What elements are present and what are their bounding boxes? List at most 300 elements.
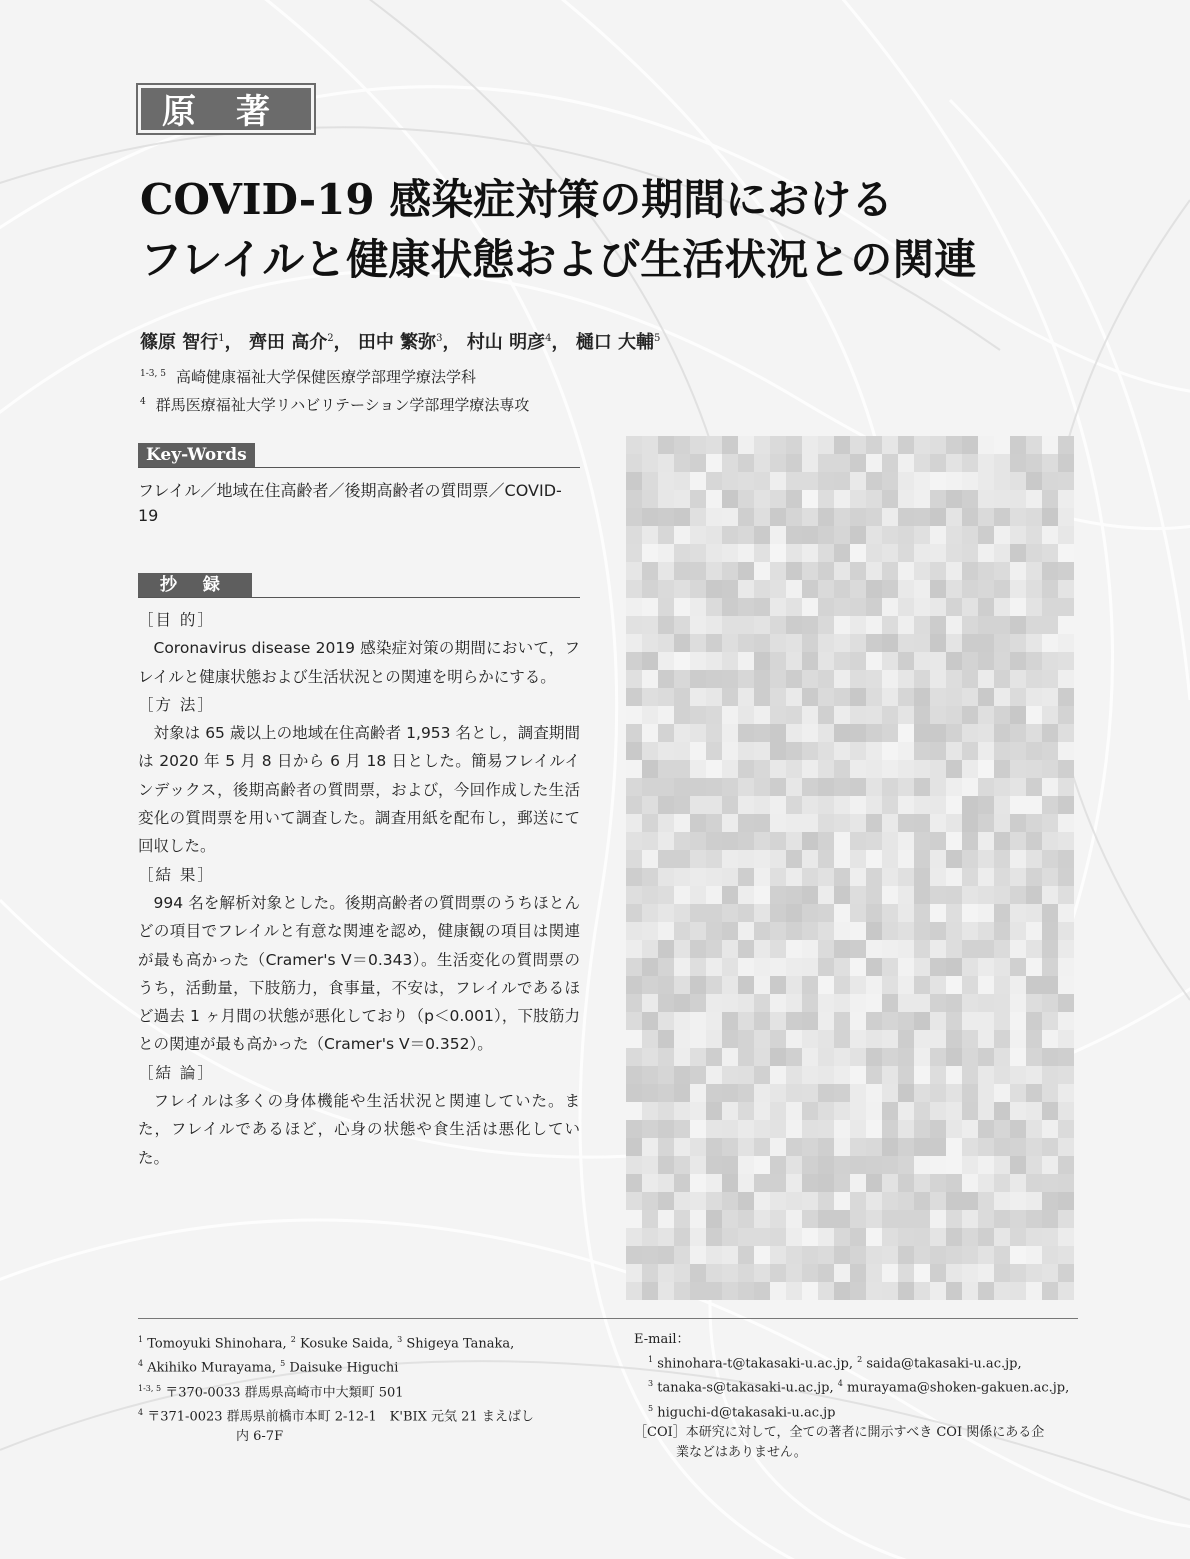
mosaic-cell [946, 994, 962, 1012]
mosaic-cell [914, 1120, 930, 1138]
mosaic-cell [994, 1192, 1010, 1210]
mosaic-cell [674, 1282, 690, 1300]
mosaic-cell [1042, 1066, 1058, 1084]
mosaic-cell [642, 1192, 658, 1210]
mosaic-cell [658, 598, 674, 616]
mosaic-cell [674, 778, 690, 796]
mosaic-cell [754, 832, 770, 850]
mosaic-cell [770, 742, 786, 760]
mosaic-cell [882, 472, 898, 490]
mosaic-cell [1026, 1174, 1042, 1192]
mosaic-cell [786, 508, 802, 526]
mosaic-cell [802, 1066, 818, 1084]
mosaic-cell [818, 1264, 834, 1282]
mosaic-cell [930, 580, 946, 598]
mosaic-cell [754, 994, 770, 1012]
mosaic-cell [850, 778, 866, 796]
mosaic-cell [898, 670, 914, 688]
mosaic-cell [706, 634, 722, 652]
mosaic-cell [898, 454, 914, 472]
mosaic-cell [1042, 886, 1058, 904]
mosaic-cell [850, 1138, 866, 1156]
mosaic-cell [946, 796, 962, 814]
mosaic-cell [1026, 1084, 1042, 1102]
mosaic-cell [930, 1282, 946, 1300]
mosaic-cell [834, 1282, 850, 1300]
mosaic-cell [994, 508, 1010, 526]
mosaic-cell [658, 922, 674, 940]
mosaic-cell [818, 1192, 834, 1210]
mosaic-cell [818, 1030, 834, 1048]
mosaic-cell [962, 562, 978, 580]
abstract-section-text: 対象は 65 歳以上の地域在住高齢者 1,953 名とし，調査期間は 2020 年 5 月 8 日から 6 月 18 日とした。簡易フレイルインデックス，後期高齢者の質問票，および，今回作成した生活変化の質問票を用いて調査した。調査用紙を配布し，郵送にて回収した。 [138, 724, 580, 856]
mosaic-cell [978, 1102, 994, 1120]
mosaic-cell [978, 850, 994, 868]
mosaic-cell [706, 742, 722, 760]
mosaic-cell [802, 724, 818, 742]
mosaic-cell [1026, 1120, 1042, 1138]
mosaic-cell [818, 886, 834, 904]
affiliation-text: 群馬医療福祉大学リハビリテーション学部理学療法専攻 [155, 396, 530, 414]
mosaic-cell [978, 1246, 994, 1264]
mosaic-cell [626, 472, 642, 490]
mosaic-cell [818, 598, 834, 616]
mosaic-cell [850, 886, 866, 904]
mosaic-cell [1042, 1138, 1058, 1156]
mosaic-cell [818, 508, 834, 526]
mosaic-cell [1058, 1120, 1074, 1138]
mosaic-cell [946, 1138, 962, 1156]
mosaic-cell [994, 688, 1010, 706]
mosaic-cell [1026, 562, 1042, 580]
mosaic-cell [962, 688, 978, 706]
mosaic-cell [866, 562, 882, 580]
mosaic-cell [914, 850, 930, 868]
mosaic-cell [706, 580, 722, 598]
mosaic-cell [770, 1246, 786, 1264]
mosaic-cell [962, 436, 978, 454]
mosaic-cell [626, 1084, 642, 1102]
mosaic-cell [770, 922, 786, 940]
mosaic-cell [754, 634, 770, 652]
mosaic-cell [1010, 724, 1026, 742]
mosaic-cell [674, 1228, 690, 1246]
mosaic-cell [786, 814, 802, 832]
mosaic-cell [914, 904, 930, 922]
mosaic-cell [962, 670, 978, 688]
mosaic-cell [786, 706, 802, 724]
mosaic-cell [738, 580, 754, 598]
mosaic-cell [674, 742, 690, 760]
footer-sup: 1 [138, 1335, 144, 1344]
mosaic-cell [690, 814, 706, 832]
mosaic-cell [1010, 1264, 1026, 1282]
mosaic-cell [946, 940, 962, 958]
mosaic-cell [738, 742, 754, 760]
mosaic-cell [834, 796, 850, 814]
mosaic-cell [1026, 1156, 1042, 1174]
mosaic-cell [674, 544, 690, 562]
mosaic-cell [866, 1264, 882, 1282]
mosaic-cell [754, 724, 770, 742]
mosaic-cell [658, 1066, 674, 1084]
mosaic-cell [882, 1228, 898, 1246]
mosaic-cell [978, 1084, 994, 1102]
mosaic-cell [738, 544, 754, 562]
mosaic-cell [1042, 1120, 1058, 1138]
mosaic-cell [706, 832, 722, 850]
mosaic-cell [898, 886, 914, 904]
mosaic-cell [818, 850, 834, 868]
mosaic-cell [978, 814, 994, 832]
mosaic-cell [754, 490, 770, 508]
mosaic-cell [1010, 868, 1026, 886]
mosaic-cell [1058, 472, 1074, 490]
mosaic-cell [914, 1174, 930, 1192]
mosaic-cell [818, 958, 834, 976]
mosaic-cell [690, 598, 706, 616]
mosaic-cell [770, 1048, 786, 1066]
mosaic-cell [882, 724, 898, 742]
mosaic-cell [1058, 814, 1074, 832]
mosaic-cell [626, 886, 642, 904]
mosaic-cell [834, 1084, 850, 1102]
mosaic-cell [786, 454, 802, 472]
mosaic-cell [674, 832, 690, 850]
mosaic-cell [882, 1174, 898, 1192]
mosaic-cell [1042, 490, 1058, 508]
mosaic-cell [690, 778, 706, 796]
mosaic-cell [738, 904, 754, 922]
mosaic-cell [994, 1084, 1010, 1102]
mosaic-cell [1058, 1192, 1074, 1210]
mosaic-cell [626, 490, 642, 508]
mosaic-cell [866, 868, 882, 886]
mosaic-cell [802, 778, 818, 796]
mosaic-cell [690, 976, 706, 994]
mosaic-cell [722, 724, 738, 742]
mosaic-cell [994, 562, 1010, 580]
mosaic-cell [850, 1156, 866, 1174]
mosaic-cell [962, 886, 978, 904]
mosaic-cell [818, 1048, 834, 1066]
mosaic-cell [834, 1264, 850, 1282]
mosaic-cell [866, 1192, 882, 1210]
mosaic-cell [738, 670, 754, 688]
mosaic-cell [978, 472, 994, 490]
mosaic-cell [914, 1246, 930, 1264]
mosaic-cell [930, 562, 946, 580]
mosaic-cell [770, 616, 786, 634]
mosaic-cell [850, 544, 866, 562]
mosaic-cell [914, 598, 930, 616]
mosaic-cell [1058, 1210, 1074, 1228]
mosaic-cell [946, 670, 962, 688]
mosaic-cell [898, 1282, 914, 1300]
mosaic-cell [946, 1084, 962, 1102]
mosaic-cell [754, 958, 770, 976]
mosaic-cell [1010, 580, 1026, 598]
mosaic-cell [882, 436, 898, 454]
mosaic-cell [946, 958, 962, 976]
mosaic-cell [706, 1066, 722, 1084]
mosaic-cell [946, 436, 962, 454]
mosaic-cell [722, 994, 738, 1012]
mosaic-cell [978, 670, 994, 688]
mosaic-cell [834, 976, 850, 994]
mosaic-cell [1042, 796, 1058, 814]
mosaic-cell [930, 1102, 946, 1120]
mosaic-cell [930, 832, 946, 850]
mosaic-cell [962, 1282, 978, 1300]
mosaic-cell [994, 472, 1010, 490]
mosaic-cell [706, 436, 722, 454]
mosaic-cell [850, 904, 866, 922]
mosaic-cell [770, 544, 786, 562]
mosaic-cell [882, 922, 898, 940]
mosaic-cell [898, 1192, 914, 1210]
mosaic-cell [866, 688, 882, 706]
mosaic-cell [898, 1156, 914, 1174]
mosaic-cell [674, 670, 690, 688]
mosaic-cell [946, 562, 962, 580]
mosaic-cell [658, 886, 674, 904]
mosaic-cell [866, 796, 882, 814]
mosaic-cell [690, 1156, 706, 1174]
mosaic-cell [802, 1138, 818, 1156]
mosaic-cell [850, 652, 866, 670]
abstract-section-text: Coronavirus disease 2019 感染症対策の期間において，フレイルと健康状態および生活状況との関連を明らかにする。 [138, 639, 580, 686]
footer-divider [138, 1318, 1078, 1319]
mosaic-cell [850, 976, 866, 994]
mosaic-cell [994, 1246, 1010, 1264]
mosaic-cell [818, 472, 834, 490]
mosaic-cell [674, 1084, 690, 1102]
mosaic-cell [690, 1102, 706, 1120]
mosaic-cell [722, 1102, 738, 1120]
mosaic-cell [946, 742, 962, 760]
mosaic-cell [1010, 706, 1026, 724]
mosaic-cell [642, 778, 658, 796]
mosaic-cell [658, 670, 674, 688]
mosaic-cell [658, 1048, 674, 1066]
mosaic-cell [1010, 1156, 1026, 1174]
mosaic-cell [930, 490, 946, 508]
mosaic-cell [898, 580, 914, 598]
mosaic-cell [898, 760, 914, 778]
abstract-section-label: ［結 果］ [138, 865, 215, 884]
mosaic-cell [834, 940, 850, 958]
mosaic-cell [642, 832, 658, 850]
mosaic-cell [1026, 1138, 1042, 1156]
mosaic-cell [802, 472, 818, 490]
mosaic-cell [962, 904, 978, 922]
mosaic-cell [754, 562, 770, 580]
mosaic-cell [674, 1210, 690, 1228]
mosaic-cell [802, 940, 818, 958]
mosaic-cell [722, 1084, 738, 1102]
mosaic-cell [1010, 1048, 1026, 1066]
mosaic-cell [898, 940, 914, 958]
mosaic-cell [1042, 1156, 1058, 1174]
mosaic-cell [1010, 940, 1026, 958]
mosaic-cell [898, 526, 914, 544]
mosaic-cell [722, 1138, 738, 1156]
mosaic-cell [770, 454, 786, 472]
mosaic-cell [706, 544, 722, 562]
mosaic-cell [866, 1012, 882, 1030]
email-address: murayama@shoken-gakuen.ac.jp, [847, 1380, 1070, 1396]
mosaic-cell [690, 436, 706, 454]
mosaic-cell [946, 1246, 962, 1264]
mosaic-cell [658, 1246, 674, 1264]
mosaic-cell [1058, 1228, 1074, 1246]
mosaic-cell [914, 688, 930, 706]
mosaic-cell [898, 652, 914, 670]
mosaic-cell [722, 1264, 738, 1282]
mosaic-cell [850, 670, 866, 688]
mosaic-cell [962, 706, 978, 724]
mosaic-cell [914, 544, 930, 562]
mosaic-cell [1026, 490, 1042, 508]
mosaic-cell [642, 814, 658, 832]
mosaic-cell [898, 976, 914, 994]
mosaic-cell [626, 958, 642, 976]
mosaic-cell [754, 580, 770, 598]
mosaic-cell [930, 598, 946, 616]
mosaic-cell [642, 1066, 658, 1084]
mosaic-cell [786, 1138, 802, 1156]
mosaic-cell [786, 940, 802, 958]
mosaic-cell [898, 706, 914, 724]
mosaic-cell [626, 688, 642, 706]
mosaic-cell [818, 1156, 834, 1174]
mosaic-cell [882, 1246, 898, 1264]
mosaic-cell [754, 1210, 770, 1228]
mosaic-cell [658, 1228, 674, 1246]
mosaic-cell [962, 490, 978, 508]
mosaic-cell [994, 490, 1010, 508]
mosaic-cell [834, 1102, 850, 1120]
mosaic-cell [978, 580, 994, 598]
mosaic-cell [914, 976, 930, 994]
mosaic-cell [626, 778, 642, 796]
mosaic-cell [834, 1012, 850, 1030]
mosaic-cell [1042, 544, 1058, 562]
mosaic-cell [1042, 832, 1058, 850]
mosaic-cell [882, 598, 898, 616]
mosaic-cell [994, 616, 1010, 634]
mosaic-cell [1026, 796, 1042, 814]
mosaic-cell [898, 1246, 914, 1264]
mosaic-cell [962, 544, 978, 562]
mosaic-cell [754, 922, 770, 940]
affiliation-text: 高崎健康福祉大学保健医療学部理学療法学科 [175, 368, 476, 386]
mosaic-cell [690, 904, 706, 922]
author-sup: 3 [436, 333, 443, 344]
mosaic-cell [930, 1210, 946, 1228]
mosaic-cell [994, 796, 1010, 814]
mosaic-cell [1058, 688, 1074, 706]
mosaic-cell [1042, 688, 1058, 706]
mosaic-cell [802, 652, 818, 670]
mosaic-cell [834, 1156, 850, 1174]
mosaic-cell [882, 1210, 898, 1228]
mosaic-cell [690, 472, 706, 490]
mosaic-cell [962, 958, 978, 976]
mosaic-cell [658, 1084, 674, 1102]
mosaic-cell [914, 1138, 930, 1156]
mosaic-cell [626, 652, 642, 670]
mosaic-cell [706, 1156, 722, 1174]
mosaic-cell [674, 562, 690, 580]
mosaic-cell [1026, 670, 1042, 688]
mosaic-cell [626, 904, 642, 922]
mosaic-cell [914, 652, 930, 670]
mosaic-cell [1058, 796, 1074, 814]
mosaic-cell [882, 1012, 898, 1030]
mosaic-cell [722, 706, 738, 724]
mosaic-cell [1026, 1192, 1042, 1210]
mosaic-cell [946, 1156, 962, 1174]
mosaic-cell [818, 1210, 834, 1228]
keywords-tag: Key-Words [138, 443, 255, 467]
mosaic-cell [658, 778, 674, 796]
mosaic-cell [690, 1174, 706, 1192]
mosaic-cell [738, 454, 754, 472]
mosaic-cell [898, 1138, 914, 1156]
mosaic-cell [706, 1264, 722, 1282]
mosaic-cell [818, 688, 834, 706]
mosaic-cell [962, 454, 978, 472]
mosaic-cell [690, 724, 706, 742]
mosaic-cell [690, 454, 706, 472]
mosaic-cell [690, 1012, 706, 1030]
mosaic-cell [626, 1066, 642, 1084]
mosaic-cell [978, 1192, 994, 1210]
mosaic-cell [754, 1228, 770, 1246]
mosaic-cell [1058, 652, 1074, 670]
mosaic-cell [754, 1138, 770, 1156]
mosaic-cell [946, 1174, 962, 1192]
mosaic-cell [866, 670, 882, 688]
mosaic-cell [898, 868, 914, 886]
mosaic-cell [642, 1264, 658, 1282]
mosaic-cell [754, 616, 770, 634]
mosaic-cell [770, 886, 786, 904]
mosaic-cell [994, 1264, 1010, 1282]
mosaic-cell [738, 832, 754, 850]
mosaic-cell [626, 760, 642, 778]
mosaic-cell [866, 760, 882, 778]
mosaic-cell [994, 580, 1010, 598]
mosaic-cell [1042, 1282, 1058, 1300]
mosaic-cell [690, 1246, 706, 1264]
mosaic-cell [722, 814, 738, 832]
mosaic-cell [738, 1012, 754, 1030]
mosaic-cell [978, 652, 994, 670]
mosaic-cell [706, 850, 722, 868]
mosaic-cell [642, 1156, 658, 1174]
mosaic-cell [994, 652, 1010, 670]
mosaic-cell [994, 1030, 1010, 1048]
mosaic-cell [722, 1120, 738, 1138]
mosaic-cell [946, 760, 962, 778]
mosaic-cell [642, 1174, 658, 1192]
mosaic-cell [866, 778, 882, 796]
mosaic-cell [994, 760, 1010, 778]
mosaic-cell [786, 1192, 802, 1210]
